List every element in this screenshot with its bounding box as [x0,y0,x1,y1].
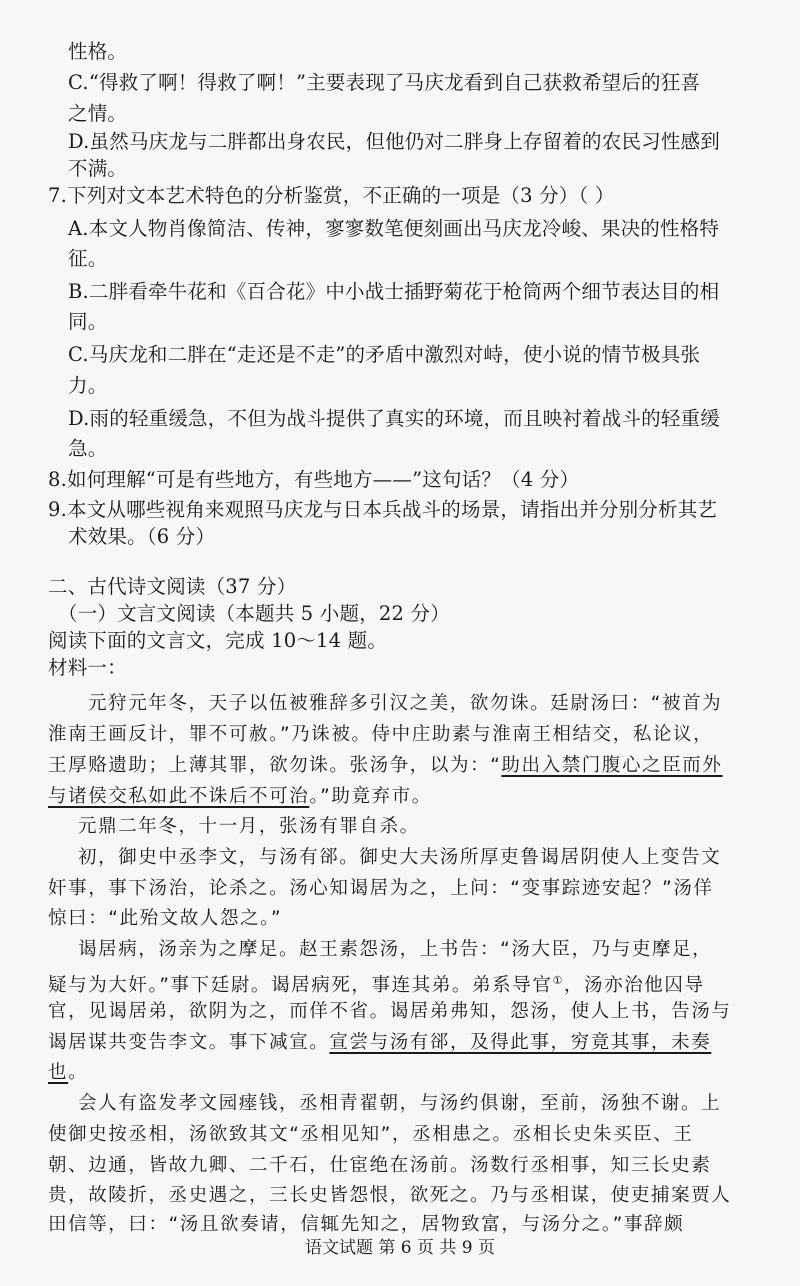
passage-line: 谒居谋共变告李文。事下减宣。宣尝与汤有郤，及得此事，穷竟其事，未奏 [48,1032,712,1053]
subsection-title: （一）文言文阅读（本题共 5 小题，22 分） [58,602,450,625]
passage-line: 田信等，曰：“汤且欲奏请，信辄先知之，居物致富，与汤分之。”事辞颇 [48,1214,685,1235]
question-9: 9.本文从哪些视角来观照马庆龙与日本兵战斗的场景，请指出并分别分析其艺 [48,498,718,521]
q6-option-d: D.虽然马庆龙与二胖都出身农民，但他仍对二胖身上存留着的农民习性感到 [68,130,720,153]
question-7-stem: 7.下列对文本艺术特色的分析鉴赏，不正确的一项是（3 分）（ ） [48,184,615,207]
underlined-sentence: 助出入禁门腹心之臣而外 [501,755,723,776]
question-8: 8.如何理解“可是有些地方，有些地方——”这句话？（4 分） [48,468,580,491]
reading-instruction: 阅读下面的文言文，完成 10～14 题。 [48,629,388,652]
q7-text-line: 力。 [68,374,108,397]
passage-line: 也。 [48,1062,89,1083]
passage-line: 元鼎二年冬，十一月，张汤有罪自杀。 [78,816,420,837]
passage-line: 朝、边通，皆故九卿、二千石，仕宦绝在汤前。汤数行丞相事，知三长史素 [48,1155,712,1176]
passage-line: 与诸侯交私如此不诛后不可治。”助竟弃市。 [48,786,432,807]
passage-line: 初，御史中丞李文，与汤有郤。御史大夫汤所厚吏鲁谒居阴使人上变告文 [78,847,722,868]
passage-line: 会人有盗发孝文园瘗钱，丞相青翟朝，与汤约俱谢，至前，汤独不谢。上 [78,1093,722,1114]
passage-line: 官，见谒居弟，欲阴为之，而佯不省。谒居弟弗知，怨汤，使人上书，告汤与 [48,1001,732,1022]
q6-text-line: 之情。 [68,102,128,125]
passage-line: 惊曰：“此殆文故人怨之。” [48,908,283,929]
q7-option-d: D.雨的轻重缓急，不但为战斗提供了真实的环境，而且映衬着战斗的轻重缓 [68,407,720,430]
q7-text-line: 急。 [68,437,108,460]
underlined-sentence: 与诸侯交私如此不诛后不可治 [48,786,310,807]
q7-option-a: A.本文人物肖像简洁、传神，寥寥数笔便刻画出马庆龙冷峻、果决的性格特 [68,217,720,240]
q9-text-line: 术效果。（6 分） [68,525,216,548]
passage-line: 奸事，事下汤治，论杀之。汤心知谒居为之，上问：“变事踪迹安起？”汤佯 [48,878,714,899]
passage-line: 疑与为大奸。”事下廷尉。谒居病死，事连其弟。弟系导官①，汤亦治他囚导 [48,974,705,997]
underlined-sentence: 也 [48,1062,69,1083]
q7-text-line: 征。 [68,247,108,270]
underlined-sentence: 宣尝与汤有郤，及得此事，穷竟其事，未奏 [329,1032,712,1053]
q6-text-line: 性格。 [68,40,128,63]
passage-line: 谒居病，汤亲为之摩足。赵王素怨汤，上书告：“汤大臣，乃与吏摩足， [78,939,713,960]
q6-text-line: 不满。 [68,157,128,180]
passage-line: 使御史按丞相，汤欲致其文“丞相见知”，丞相患之。丞相长史朱买臣、王 [48,1124,694,1145]
passage-line: 贵，故陵折，丞史遇之，三长史皆怨恨，欲死之。乃与丞相谋，使吏捕案贾人 [48,1185,732,1206]
q6-option-c: C.“得救了啊！得救了啊！”主要表现了马庆龙看到自己获救希望后的狂喜 [68,71,701,94]
page-footer: 语文试题 第 6 页 共 9 页 [304,1238,496,1258]
q7-option-c: C.马庆龙和二胖在“走还是不走”的矛盾中激烈对峙，使小说的情节极具张 [68,343,701,366]
q7-text-line: 同。 [68,310,108,333]
passage-line: 元狩元年冬，天子以伍被雅辞多引汉之美，欲勿诛。廷尉汤曰：“被首为 [88,693,723,714]
passage-line: 王厚赂遗助；上薄其罪，欲勿诛。张汤争，以为：“助出入禁门腹心之臣而外 [48,755,723,776]
passage-line: 淮南王画反计，罪不可赦。”乃诛被。侍中庄助素与淮南王相结交，私论议， [48,724,714,745]
material-label: 材料一： [48,656,127,679]
q7-option-b: B.二胖看牵牛花和《百合花》中小战士插野菊花于枪筒两个细节表达目的相 [68,280,720,303]
section-title: 二、古代诗文阅读（37 分） [48,575,297,598]
footnote-marker: ① [552,974,564,987]
